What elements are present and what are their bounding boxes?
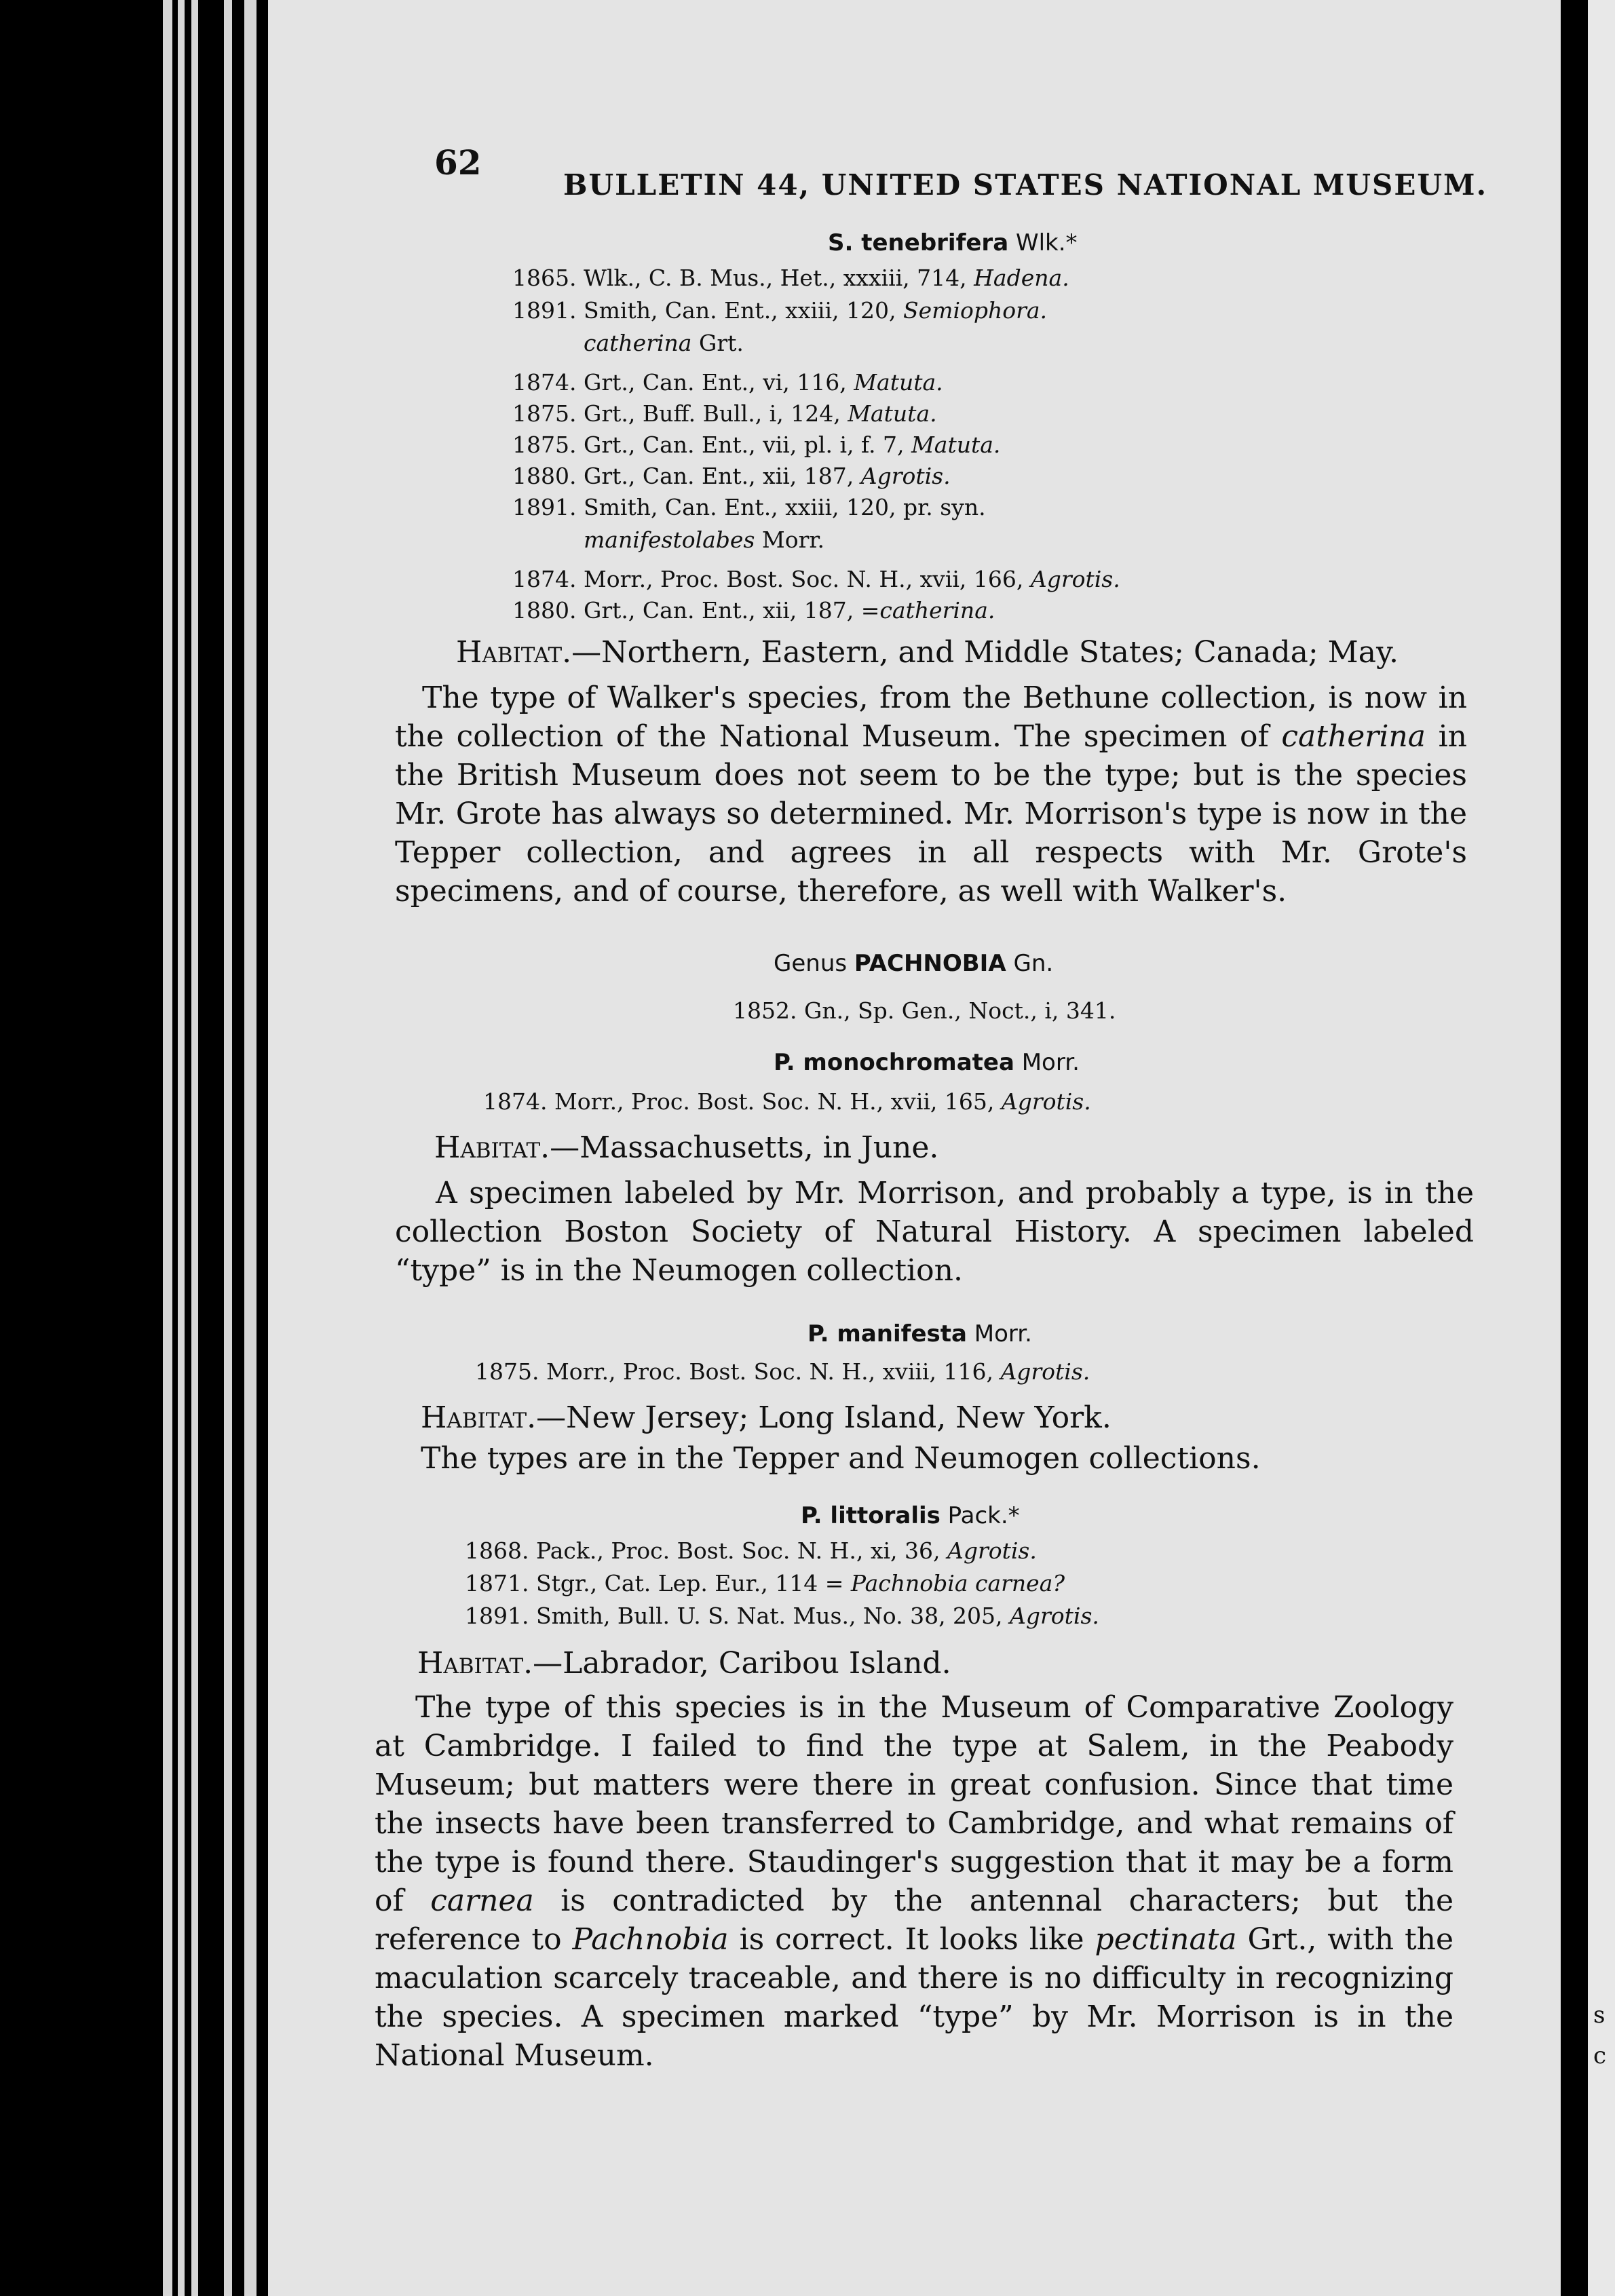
body-paragraph: The types are in the Tepper and Neumogen collections. [421,1441,1261,1476]
reference-line: 1880. Grt., Can. Ent., xii, 187, Agrotis. [512,463,951,489]
habitat-line: Habitat.—Massachusetts, in June. [434,1130,939,1165]
reference-line: 1875. Grt., Buff. Bull., i, 124, Matuta. [512,400,937,427]
reference-line: 1874. Grt., Can. Ent., vi, 116, Matuta. [512,369,943,396]
body-paragraph: The type of Walker's species, from the Bethune collection, is now in the collection of the National Museum. The specimen of catherina in the British Museum does not seem to be the type; but is the species Mr. Grote has always so determined. Mr. Morrison's type is now in the Tepper collection, and agrees in all respects with Mr. Grote's specimens, and of course, therefore, as well with Walker's. [395,681,1467,908]
species-heading: P. monochromatea Morr. [774,1049,1080,1076]
species-name: S. tenebrifera [828,229,1009,256]
reference-line: 1874. Morr., Proc. Bost. Soc. N. H., xvii, 166, Agrotis. [512,566,1120,592]
reference-line: 1891. Smith, Bull. U. S. Nat. Mus., No. 38, 205, Agrotis. [465,1603,1099,1629]
species-heading: P. littoralis Pack.* [801,1502,1020,1529]
reference-line: 1880. Grt., Can. Ent., xii, 187, =catherina. [512,597,995,624]
margin-letter: s [1593,2002,1606,2029]
body-paragraph: A specimen labeled by Mr. Morrison, and probably a type, is in the collection Boston Society of Natural History. A specimen labeled “type” is in the Neumogen collection. [395,1176,1474,1288]
page-edge [178,0,185,2296]
habitat-line: Habitat.—Northern, Eastern, and Middle States; Canada; May. [456,635,1399,670]
body-paragraph: The type of this species is in the Museum of Comparative Zoology at Cambridge. I failed to find the type at Salem, in the Peabody Museum; but matters were there in great confusion. Since that time the insects have been transferred to Cambridge, and what remains of the type is found there. Staudinger's suggestion that it may be a form of carnea is contradicted by the antennal characters; but the reference to Pachnobia is correct. It looks like pectinata Grt., with the maculation scarcely traceable, and there is no difficulty in recognizing the species. A specimen marked “type” by Mr. Morrison is in the National Museum. [375,1690,1454,2073]
species-author: Wlk.* [1015,229,1078,256]
reference-line: 1875. Morr., Proc. Bost. Soc. N. H., xviii, 116, Agrotis. [475,1358,1090,1385]
reference-line: 1868. Pack., Proc. Bost. Soc. N. H., xi, 36, Agrotis. [465,1537,1037,1564]
page-edge [224,0,232,2296]
page-edge [244,0,256,2296]
scan-left-border [0,0,146,2296]
synonym-line: catherina Grt. [584,330,744,356]
habitat-line: Habitat.—Labrador, Caribou Island. [417,1646,951,1681]
reference-line: 1891. Smith, Can. Ent., xxiii, 120, Semiophora. [512,297,1048,324]
reference-line: 1874. Morr., Proc. Bost. Soc. N. H., xvii, 165, Agrotis. [483,1088,1091,1115]
page-edge [163,0,172,2296]
genus-heading: Genus PACHNOBIA Gn. [774,950,1054,977]
synonym-line: manifestolabes Morr. [584,527,824,553]
page-number: 62 [434,142,482,183]
reference-line: 1875. Grt., Can. Ent., vii, pl. i, f. 7, Matuta. [512,432,1001,458]
reference-line: 1865. Wlk., C. B. Mus., Het., xxxiii, 714, Hadena. [512,265,1069,291]
reference-line: 1871. Stgr., Cat. Lep. Eur., 114 = Pachnobia carnea? [465,1570,1065,1596]
scan-right-border [1561,0,1615,2296]
page-edge [191,0,198,2296]
running-head: BULLETIN 44, UNITED STATES NATIONAL MUSEUM. [563,168,1488,202]
genus-reference: 1852. Gn., Sp. Gen., Noct., i, 341. [733,997,1116,1024]
reference-line: 1891. Smith, Can. Ent., xxiii, 120, pr. syn. [512,494,986,520]
species-heading [828,229,1078,256]
species-heading: P. manifesta Morr. [808,1320,1032,1347]
habitat-line: Habitat.—New Jersey; Long Island, New York. [421,1400,1112,1435]
margin-letter: c [1593,2042,1607,2069]
